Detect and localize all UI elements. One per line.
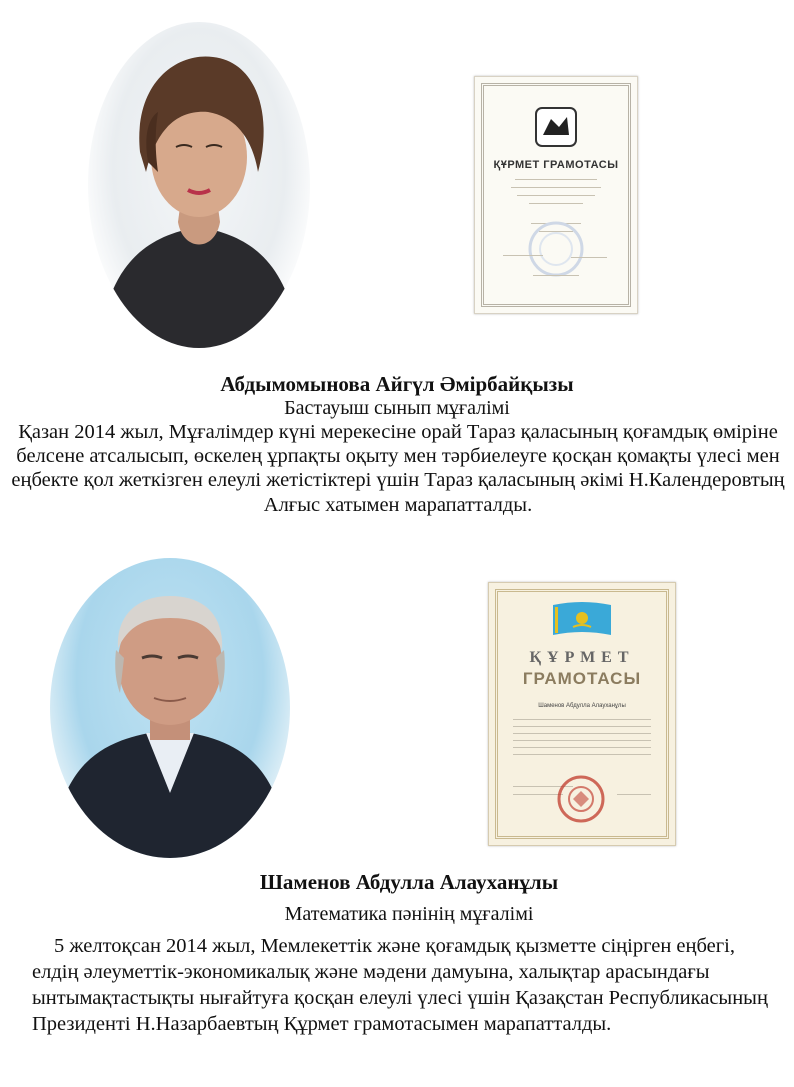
certificate-title-1: ҚҰРМЕТ ГРАМОТАСЫ: [493, 159, 619, 171]
portrait-figure-2: [50, 558, 290, 858]
certificate-text-line: [513, 740, 651, 741]
certificate-recipient-name: Шаменов Абдулла Алауханұлы: [538, 703, 626, 709]
emblem-icon: [531, 105, 581, 149]
person-1-award-text: Қазан 2014 жыл, Мұғалімдер күні мерекесіне орай Тараз қаласының қоғамдық өміріне белсене атсалысып, өскелең ұрпақты оқыту мен тәрбиелеуге қосқан қомақты үлесі мен еңбекте қол жеткізген елеулі жетістіктері үшін Тараз қаласының әкімі Н.Календеровтың Алғыс хатымен марапатталды.: [11, 421, 785, 516]
portrait-photo-2: [50, 558, 290, 858]
person-2-name: Шаменов Абдулла Алауханұлы: [259, 870, 559, 894]
certificate-text-line: [513, 754, 651, 755]
person-1-name: Абдымомынова Айгүл Әмірбайқызы: [220, 372, 574, 396]
certificate-image-1: [474, 76, 638, 314]
certificate-text-line: [517, 195, 595, 196]
certificate-text-line: [513, 726, 651, 727]
certificate-text-line: [617, 794, 651, 795]
portrait-figure-1: [88, 22, 310, 348]
certificate-text-line: [529, 203, 583, 204]
certificate-text-line: [533, 275, 579, 276]
portrait-photo-1: [88, 22, 310, 348]
certificate-text-line: [513, 733, 651, 734]
certificate-text-line: [513, 747, 651, 748]
certificate-text-line: [503, 255, 543, 256]
certificate-text-line: [571, 257, 607, 258]
certificate-text-line: [513, 719, 651, 720]
kazakhstan-flag-icon: [551, 599, 613, 639]
certificate-text-line: [511, 187, 601, 188]
person-2-award-text: 5 желтоқсан 2014 жыл, Мемлекеттік және қоғамдық қызметте сіңірген еңбегі, елдің әлеуметтік-экономикалық және мәдени дамуына, халықтар арасындағы ынтымақтастықты нығайтуға қосқан елеулі үлесі үшін Қазақстан Республикасының Президенті Н.Назарбаевтың Құрмет грамотасымен марапатталды.: [32, 935, 768, 1035]
certificate-title-top: ҚҰРМЕТ: [529, 649, 635, 666]
seal-watermark-icon: [519, 219, 593, 279]
person-1-role: Бастауыш сынып мұғалімі: [284, 397, 510, 419]
certificate-image-2: [488, 582, 676, 846]
certificate-title-bottom: ГРАМОТАСЫ: [522, 669, 642, 688]
certificate-text-line: [515, 179, 597, 180]
person-2-role: Математика пәнінің мұғалімі: [284, 903, 534, 925]
red-seal-icon: [555, 773, 607, 825]
